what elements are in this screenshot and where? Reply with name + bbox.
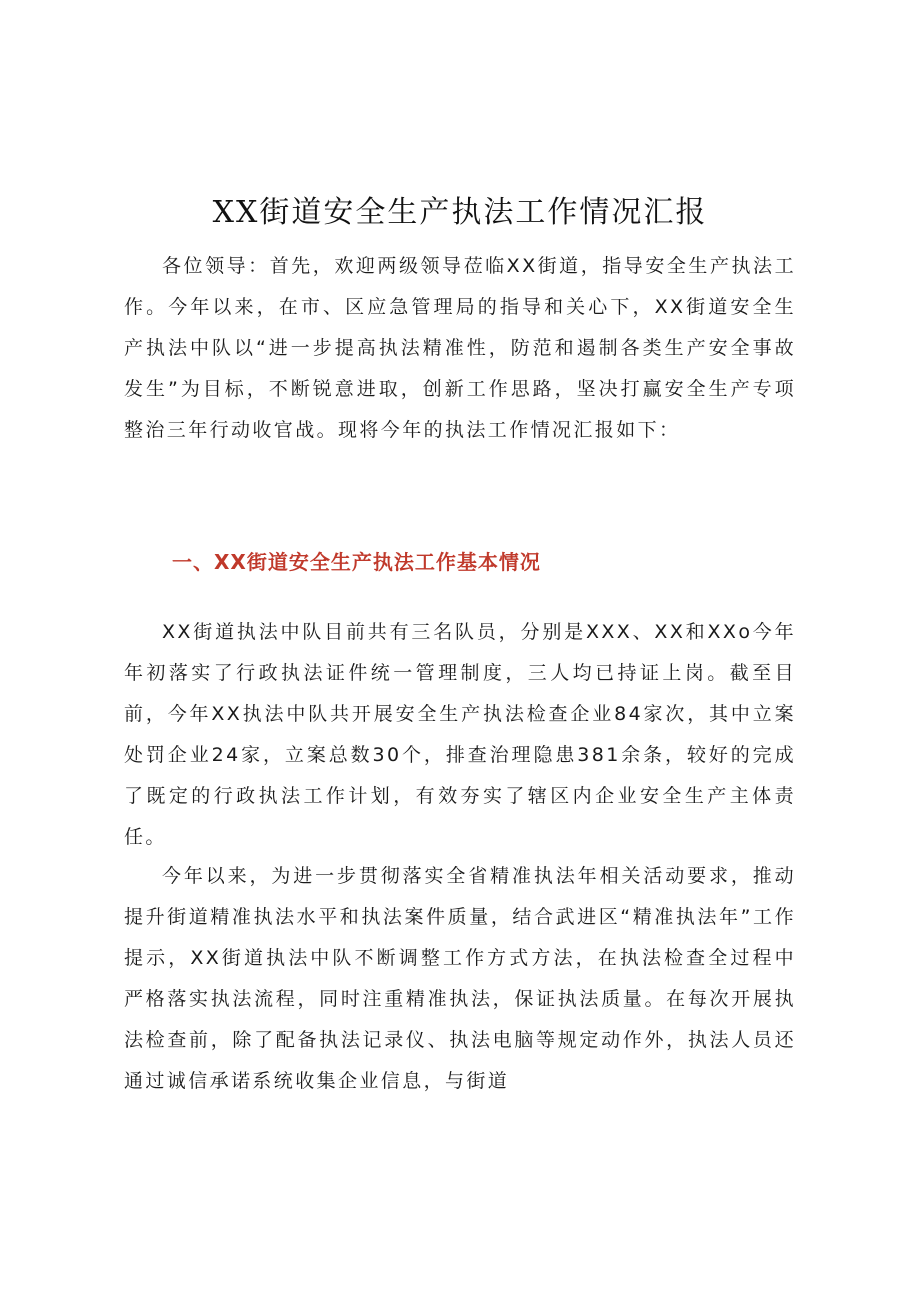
paragraph-precise-enforcement: 今年以来，为进一步贯彻落实全省精准执法年相关活动要求，推动提升街道精准执法水平和执法案件质量，结合武进区“精准执法年”工作提示，XX街道执法中队不断调整工作方式方法，在执法检查全过程中严格落实执法流程，同时注重精准执法，保证执法质量。在每次开展执法检查前，除了配备执法记录仪、执法电脑等规定动作外，执法人员还通过诚信承诺系统收集企业信息，与街道 xyxy=(124,865,796,1092)
document-title: XX街道安全生产执法工作情况汇报 xyxy=(212,195,708,230)
section-heading: 一、XX街道安全生产执法工作基本情况 xyxy=(172,550,541,574)
paragraph-intro: 各位领导：首先，欢迎两级领导莅临XX街道，指导安全生产执法工作。今年以来，在市、区应急管理局的指导和关心下，XX街道安全生产执法中队以“进一步提高执法精准性，防范和遏制各类生产安全事故发生”为目标，不断锐意进取，创新工作思路，坚决打赢安全生产专项整治三年行动收官战。现将今年的执法工作情况汇报如下： xyxy=(124,255,796,441)
paragraph-basic-info: XX街道执法中队目前共有三名队员，分别是XXX、XX和XXo今年年初落实了行政执法证件统一管理制度，三人均已持证上岗。截至目前，今年XX执法中队共开展安全生产执法检查企业84家次，其中立案处罚企业24家，立案总数30个，排查治理隐患381余条，较好的完成了既定的行政执法工作计划，有效夯实了辖区内企业安全生产主体责任。 xyxy=(124,621,796,848)
